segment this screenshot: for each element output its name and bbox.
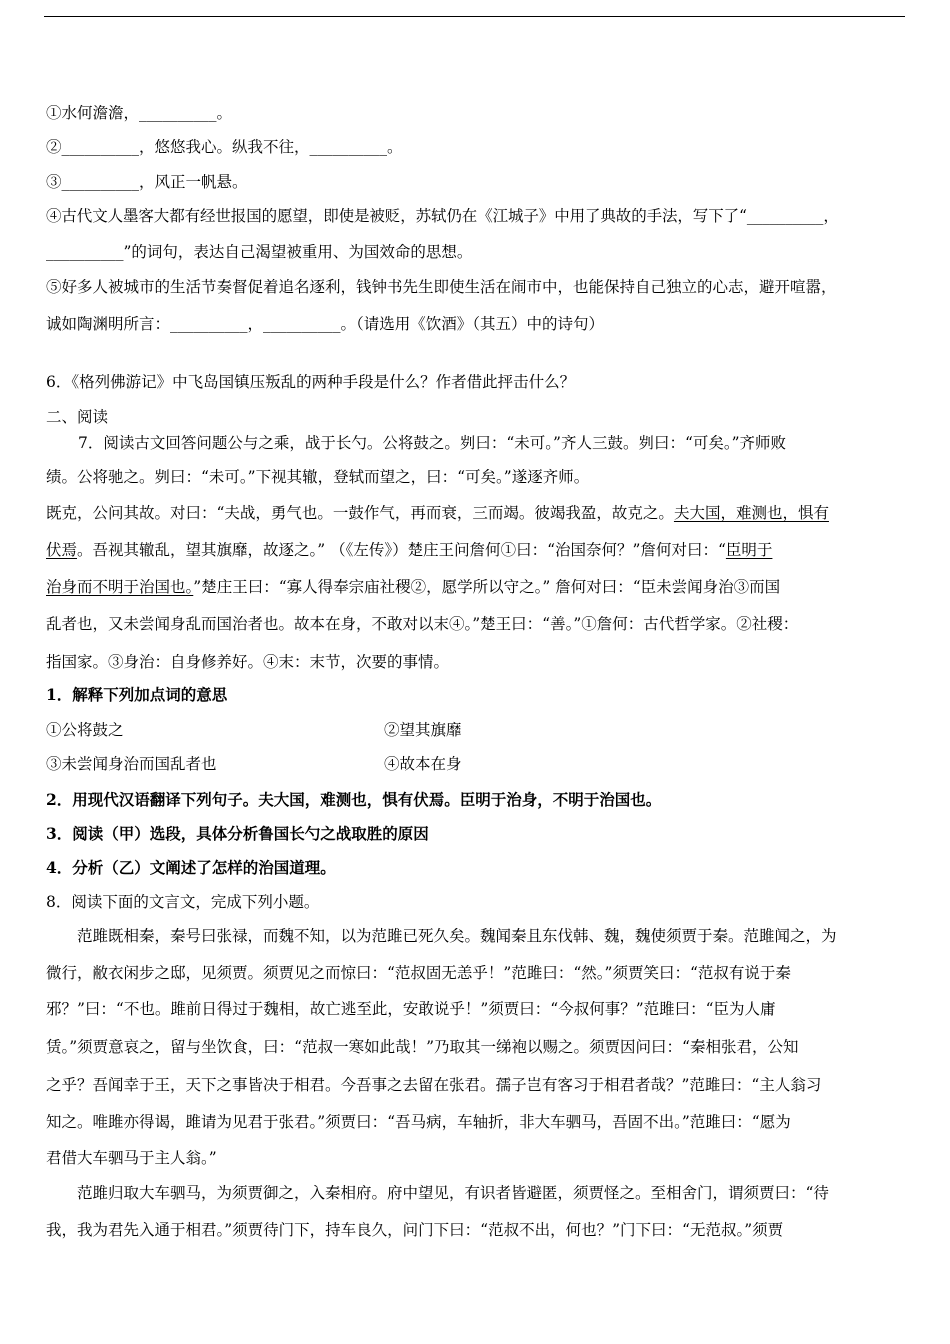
passage-7-line4-text: 。吾视其辙乱，望其旗靡，故逐之。” （《左传》）楚庄王问詹何①曰：“治国奈何？”詹何对曰：“: [77, 541, 726, 559]
subquestion-4: 4．分析（乙）文阐述了怎样的治国道理。: [46, 858, 336, 877]
question-6: 6．《格列佛游记》中飞岛国镇压叛乱的两种手段是什么？作者借此抨击什么？: [46, 373, 576, 391]
word-item-4: ④故本在身: [384, 755, 462, 773]
underlined-sentence-1a: 夫大国，难测也，惧有: [673, 504, 829, 522]
passage-8-line7: 君借大车驷马于主人翁。”: [46, 1149, 217, 1167]
passage-7-line3-text: 既克，公问其故。对曰：“夫战，勇气也。一鼓作气，再而衰，三而竭。彼竭我盈，故克之。: [46, 504, 674, 522]
passage-7-line5: [46, 577, 904, 597]
subquestion-1-row2: [46, 754, 904, 774]
passage-7-notes: 指国家。③身治：自身修养好。④末：末节，次要的事情。: [46, 653, 450, 671]
passage-8-line5: 之乎？吾闻幸于王，天下之事皆决于相君。今吾事之去留在张君。孺子岂有客习于相君者哉？”范雎曰：“主人翁习: [46, 1076, 822, 1094]
passage-8-line6: 知之。唯雎亦得谒，雎请为见君于张君。”须贾曰：“吾马病，车轴折，非大车驷马，吾固不出。”范雎曰：“愿为: [46, 1113, 791, 1131]
fill-blank-item-1: ①水何澹澹，__________。: [46, 104, 233, 122]
subquestion-3: 3．阅读（甲）选段，具体分析鲁国长勺之战取胜的原因: [46, 824, 429, 843]
subquestion-1: 1．解释下列加点词的意思: [46, 685, 228, 704]
subquestion-1-row1: [46, 720, 904, 740]
passage-8-line3: 邪？”曰：“不也。雎前日得过于魏相，故亡逃至此，安敢说乎！”须贾曰：“今叔何事？”范雎曰：“臣为人庸: [46, 1000, 776, 1018]
underlined-sentence-2a: 臣明于: [725, 541, 773, 559]
passage-7-line2: 绩。公将驰之。刿曰：“未可。”下视其辙，登轼而望之，曰：“可矣。”遂逐齐师。: [46, 468, 590, 486]
fill-blank-item-3: ③__________，风正一帆悬。: [46, 173, 248, 191]
subquestion-2: 2．用现代汉语翻译下列句子。夫大国，难测也，惧有伏焉。臣明于治身，不明于治国也。: [46, 790, 662, 809]
passage-8-line2: 微行，敝衣闲步之邸，见须贾。须贾见之而惊曰：“范叔固无恙乎！”范雎曰：“然。”须贾笑曰：“范叔有说于秦: [46, 964, 791, 982]
passage-8-line1: 范雎既相秦，秦号曰张禄，而魏不知，以为范雎已死久矣。魏闻秦且东伐韩、魏，魏使须贾于秦。范雎闻之，为: [46, 927, 837, 945]
passage-8-line4: 赁。”须贾意哀之，留与坐饮食，曰：“范叔一寒如此哉！”乃取其一绨袍以赐之。须贾因问曰：“秦相张君，公知: [46, 1038, 799, 1056]
passage-7-line5-text: ”楚庄王曰：“寡人得奉宗庙社稷②，愿学所以守之。” 詹何对曰：“臣未尝闻身治③而国: [193, 578, 781, 596]
fill-blank-item-4-line2: __________”的词句，表达自己渴望被重用、为国效命的思想。: [46, 243, 473, 261]
section-heading-reading: 二、阅读: [46, 408, 109, 426]
word-item-2: ②望其旗靡: [384, 721, 462, 739]
header-rule: [44, 16, 905, 17]
underlined-sentence-1b: 伏焉: [46, 541, 78, 559]
fill-blank-item-2: ②__________，悠悠我心。纵我不往，__________。: [46, 138, 403, 156]
word-item-3: ③未尝闻身治而国乱者也: [46, 755, 217, 773]
word-item-1: ①公将鼓之: [46, 721, 124, 739]
question-8: 8．阅读下面的文言文，完成下列小题。: [46, 893, 320, 911]
fill-blank-item-4-line1: ④古代文人墨客大都有经世报国的愿望，即使是被贬，苏轼仍在《江城子》中用了典故的手法，写下了“__________，: [46, 207, 839, 225]
fill-blank-item-5-line2: 诚如陶渊明所言：__________，__________。（请选用《饮酒》（其五）中的诗句）: [46, 315, 605, 333]
passage-7-line3: [46, 503, 904, 523]
fill-blank-item-5-line1: ⑤好多人被城市的生活节奏督促着追名逐利，钱钟书先生即使生活在闹市中，也能保持自己独立的心志，避开喧嚣，: [46, 278, 837, 296]
passage-7-line4: [46, 540, 904, 560]
passage-7-line1: 7．阅读古文回答问题公与之乘，战于长勺。公将鼓之。刿曰：“未可。”齐人三鼓。刿曰：“可矣。”齐师败: [78, 434, 787, 452]
passage-7-line6: 乱者也，又未尝闻身乱而国治者也。故本在身，不敢对以末④。”楚王曰：“善。”①詹何：古代哲学家。②社稷：: [46, 615, 799, 633]
passage-8-line8: 范雎归取大车驷马，为须贾御之，入秦相府。府中望见，有识者皆避匿，须贾怪之。至相舍门，谓须贾曰：“待: [46, 1184, 829, 1202]
underlined-sentence-2b: 治身而不明于治国也。: [46, 578, 194, 596]
passage-8-line9: 我，我为君先入通于相君。”须贾待门下，持车良久，问门下曰：“范叔不出，何也？”门下曰：“无范叔。”须贾: [46, 1221, 784, 1239]
